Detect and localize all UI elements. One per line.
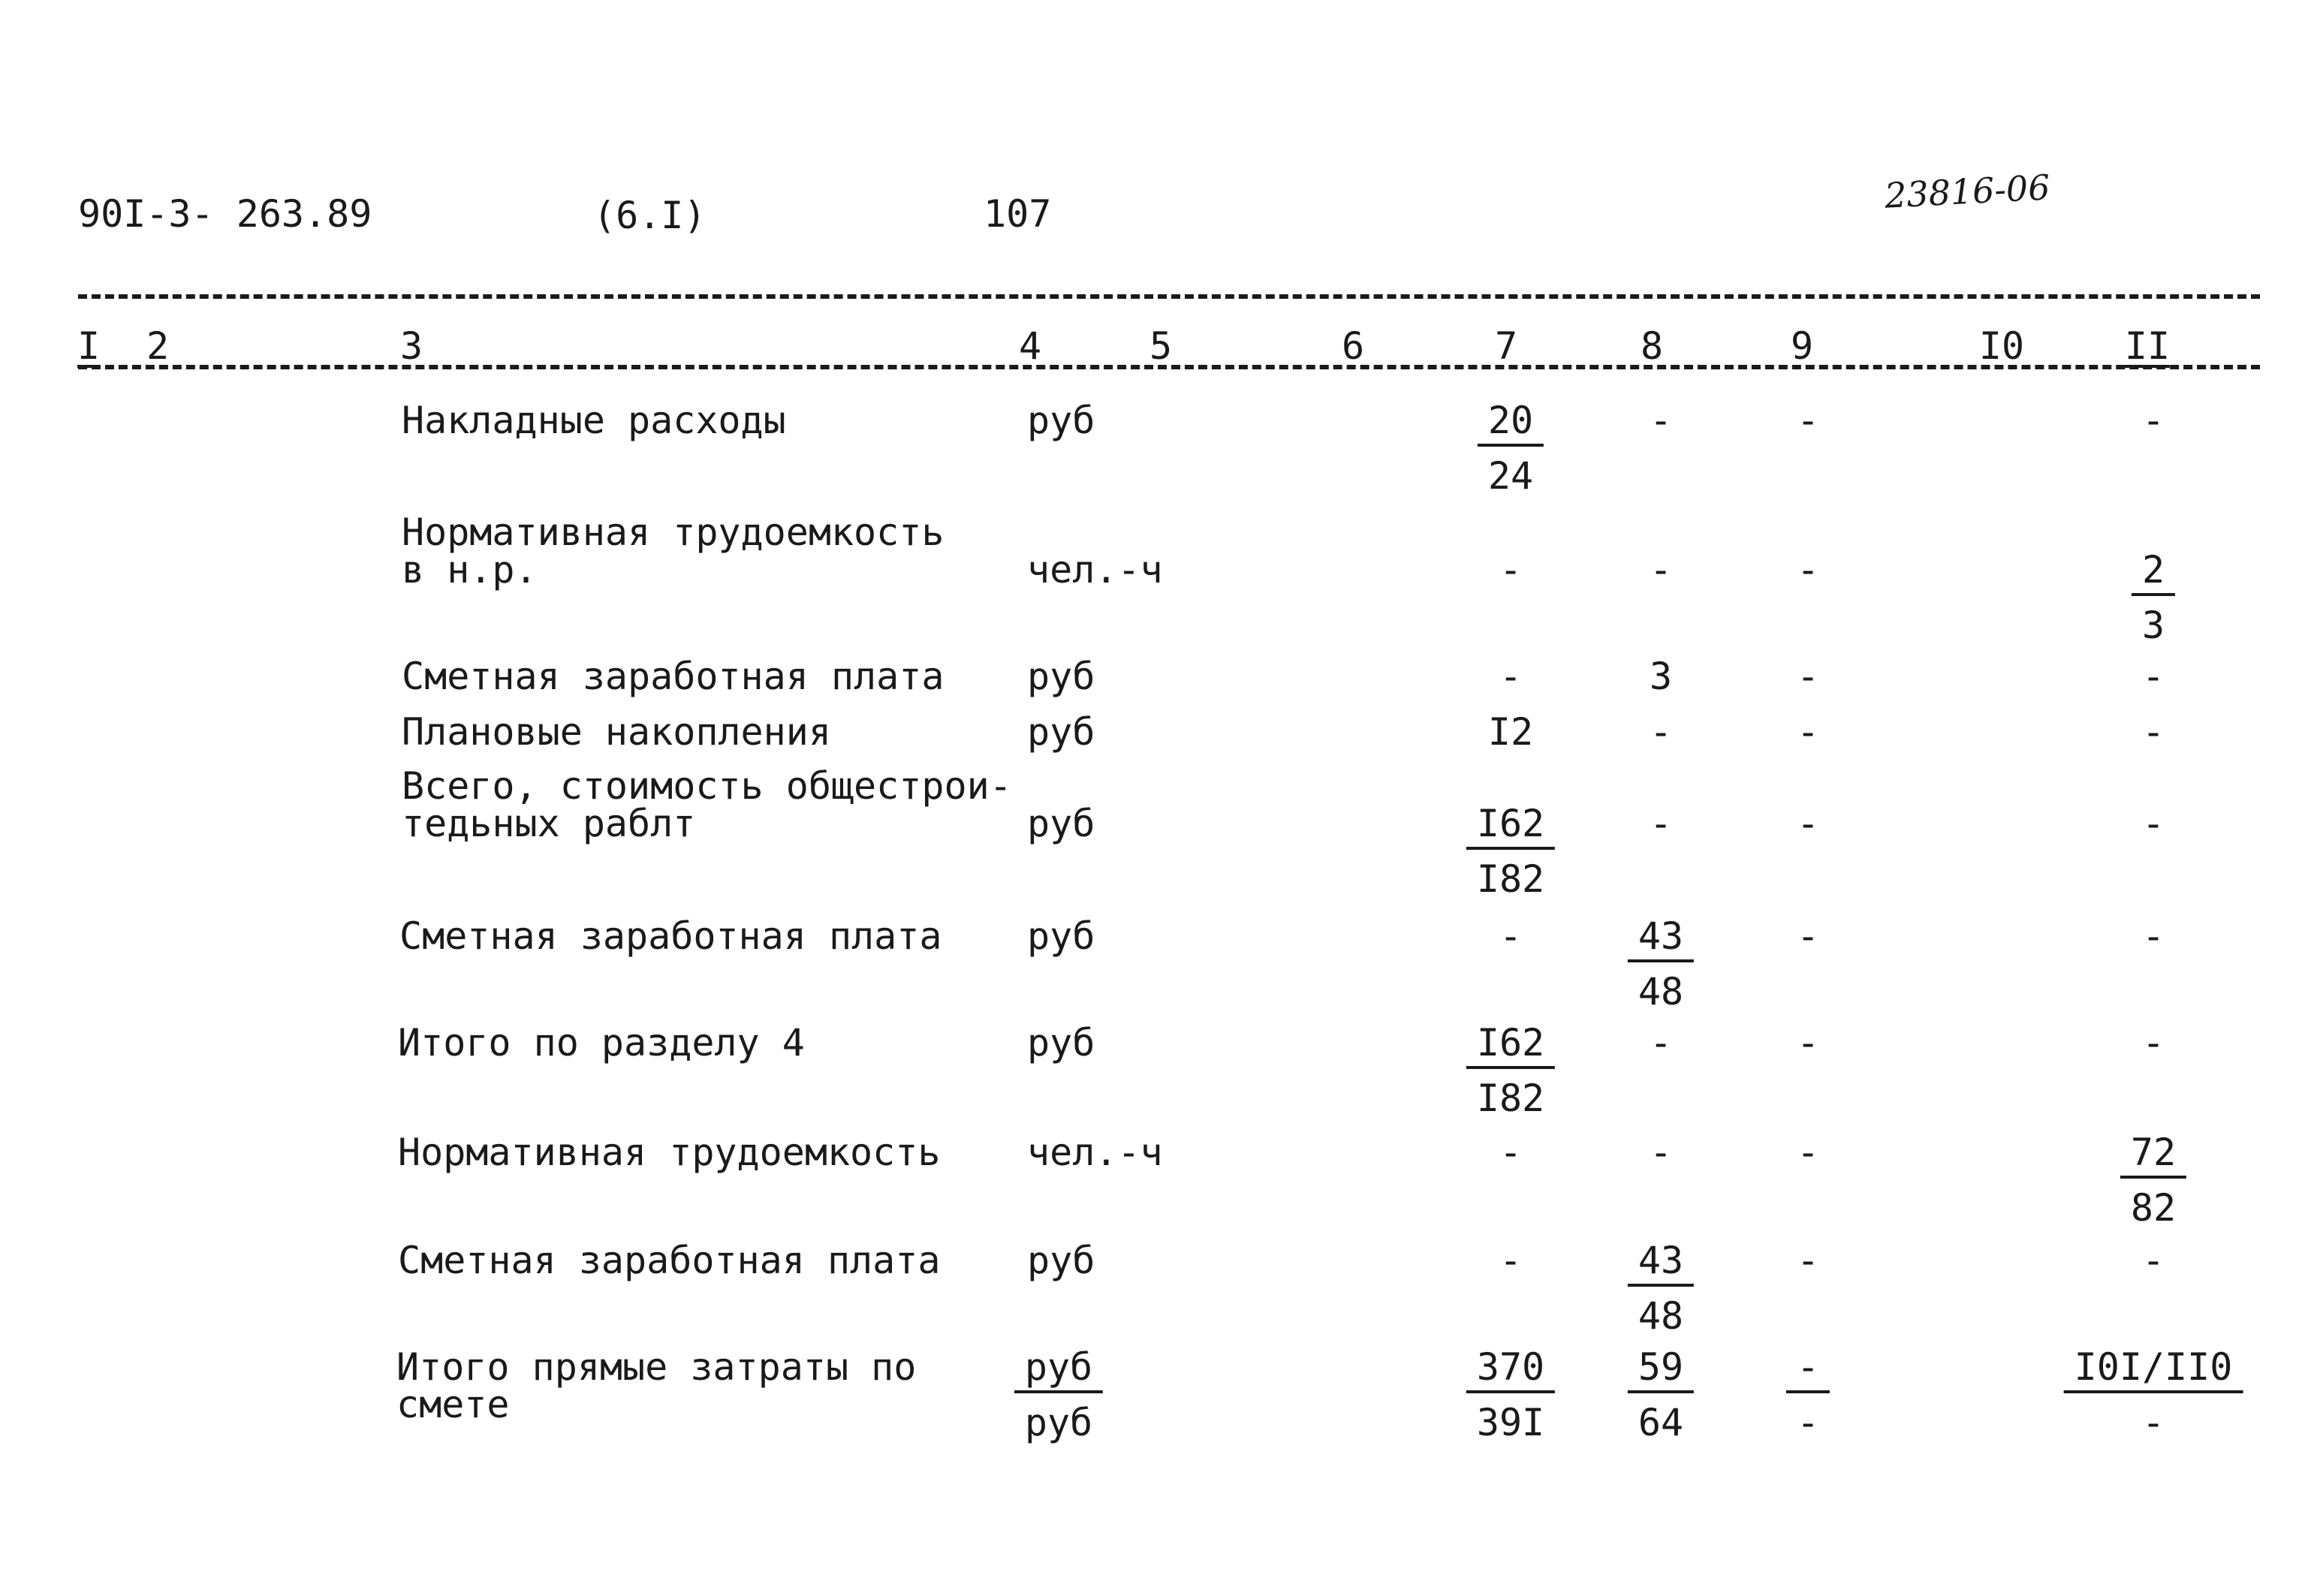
col9-value: - — [1796, 914, 1820, 958]
row-label: Сметная заработная плата — [399, 914, 942, 958]
col7-value: - — [1499, 1239, 1523, 1282]
col-header-7: 7 — [1494, 324, 1518, 368]
row-label: Плановые накопления — [402, 710, 831, 754]
col8-value: - — [1649, 1131, 1673, 1174]
row-label: Итого прямые затраты по — [396, 1345, 917, 1389]
col-header-8: 8 — [1640, 324, 1664, 368]
col8-value: - — [1649, 802, 1673, 845]
col7-value: - — [1499, 548, 1523, 592]
col11-value: - — [2141, 914, 2165, 958]
row-unit: чел.-ч — [1027, 548, 1163, 592]
col9-value: - — [1796, 710, 1820, 754]
col11-value-numerator: I0I/II0 — [2064, 1348, 2243, 1393]
row-unit: руб — [1027, 655, 1095, 698]
col7-value: - — [1499, 914, 1523, 958]
top-dashed-rule — [78, 294, 2260, 299]
col-header-10: I0 — [1978, 324, 2025, 368]
col8-value: - — [1649, 548, 1673, 592]
row-unit: руб — [1027, 1021, 1095, 1065]
col-header-6: 6 — [1341, 324, 1365, 368]
row-unit: чел.-ч — [1027, 1131, 1163, 1174]
col8-value: - — [1649, 710, 1673, 754]
col7-value: - — [1499, 1131, 1523, 1174]
col11-value-denominator: - — [2141, 1401, 2165, 1444]
col-header-4: 4 — [1018, 324, 1042, 368]
handwritten-stamp: 23816-06 — [1883, 167, 2051, 216]
col11-value: - — [2141, 399, 2165, 442]
col9-value-denominator: - — [1796, 1401, 1820, 1444]
col7-value: - — [1499, 655, 1523, 698]
document-code: 90I-3- 263.89 — [78, 192, 372, 236]
col11-value-denominator: 3 — [2141, 604, 2165, 647]
row-unit-numerator: руб — [1014, 1348, 1103, 1393]
col8-value-fraction — [1628, 1239, 1694, 1338]
col11-value-denominator: 82 — [2130, 1186, 2177, 1230]
col-header-5: 5 — [1149, 324, 1173, 368]
col7-value-numerator: 20 — [1478, 402, 1544, 447]
col8-value-fraction — [1628, 914, 1694, 1013]
col7-value-numerator: I62 — [1466, 1024, 1555, 1069]
col11-value-numerator: 2 — [2132, 551, 2175, 596]
row-label: Сметная заработная плата — [398, 1239, 941, 1282]
row-unit: руб — [1027, 399, 1095, 442]
col11-value-fraction — [2064, 1345, 2243, 1444]
col9-value-numerator: - — [1786, 1348, 1830, 1393]
col9-value: - — [1796, 1021, 1820, 1065]
row-unit: руб — [1027, 710, 1095, 754]
col7-value-denominator: 24 — [1487, 454, 1534, 498]
row-label: Всего, стоимость общестрои- — [402, 764, 1012, 808]
col-header-9: 9 — [1790, 324, 1814, 368]
section-number: (6.I) — [593, 194, 707, 237]
col11-value: - — [2141, 710, 2165, 754]
col7-value-fraction — [1478, 399, 1544, 498]
col-header-3: 3 — [399, 324, 423, 368]
col7-value-fraction — [1466, 1345, 1555, 1444]
col7-value-denominator: 39I — [1476, 1401, 1545, 1444]
col8-value-denominator: 48 — [1638, 970, 1684, 1013]
col11-value-fraction — [2132, 548, 2175, 647]
row-label: смете — [396, 1383, 510, 1426]
col7-value-denominator: I82 — [1476, 857, 1545, 901]
row-label: Нормативная трудоемкость — [402, 510, 945, 554]
col9-value: - — [1796, 548, 1820, 592]
row-label: Сметная заработная плата — [402, 655, 945, 698]
col-header-2: 2 — [146, 324, 170, 368]
col8-value-denominator: 48 — [1638, 1294, 1684, 1338]
col-header-1: I — [77, 324, 101, 368]
col8-value-fraction — [1628, 1345, 1694, 1444]
col8-value: - — [1649, 399, 1673, 442]
col9-value: - — [1796, 1131, 1820, 1174]
col7-value-numerator: I62 — [1466, 805, 1555, 850]
col8-value-numerator: 43 — [1628, 1242, 1694, 1287]
col7-value-numerator: 370 — [1466, 1348, 1555, 1393]
row-label: Накладные расходы — [402, 399, 786, 442]
col8-value: 3 — [1649, 655, 1673, 698]
col8-value-numerator: 43 — [1628, 917, 1694, 962]
col9-value-fraction — [1786, 1345, 1830, 1444]
row-label: Итого по разделу 4 — [398, 1021, 805, 1065]
row-unit-fraction — [1014, 1345, 1103, 1444]
col9-value: - — [1796, 399, 1820, 442]
row-unit-denominator: руб — [1024, 1401, 1093, 1444]
col8-value-numerator: 59 — [1628, 1348, 1694, 1393]
col7-value-fraction — [1466, 802, 1555, 901]
col9-value: - — [1796, 802, 1820, 845]
row-unit: руб — [1027, 802, 1095, 845]
row-label: в н.р. — [402, 548, 538, 592]
col7-value-fraction — [1466, 1021, 1555, 1120]
page-number: 107 — [984, 192, 1052, 236]
row-unit: руб — [1027, 1239, 1095, 1282]
col9-value: - — [1796, 655, 1820, 698]
row-label: тедьных раблт — [402, 802, 696, 845]
row-label: Нормативная трудоемкость — [398, 1131, 941, 1174]
col8-value-denominator: 64 — [1638, 1401, 1684, 1444]
col11-value-fraction — [2120, 1131, 2186, 1230]
col8-value: - — [1649, 1021, 1673, 1065]
row-unit: руб — [1027, 914, 1095, 958]
col11-value: - — [2141, 1239, 2165, 1282]
col11-value: - — [2141, 1021, 2165, 1065]
col11-value: - — [2141, 655, 2165, 698]
col7-value-denominator: I82 — [1476, 1077, 1545, 1120]
col7-value: I2 — [1487, 710, 1534, 754]
col9-value: - — [1796, 1239, 1820, 1282]
col11-value-numerator: 72 — [2120, 1134, 2186, 1179]
col-header-11: II — [2124, 324, 2171, 368]
col11-value: - — [2141, 802, 2165, 845]
